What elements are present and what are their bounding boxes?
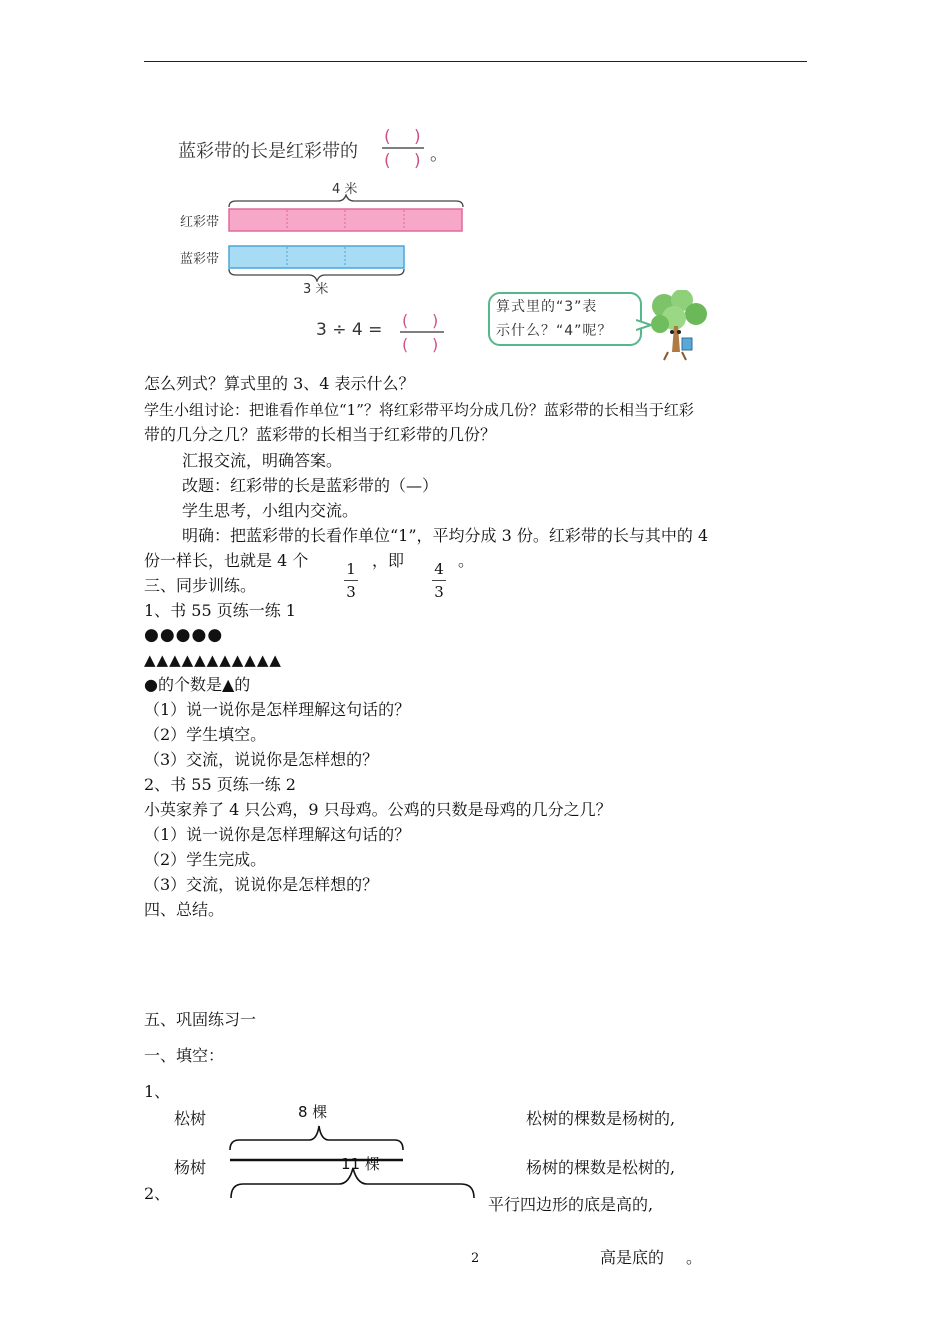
fraction-one-third-den: 3 xyxy=(346,583,356,601)
fraction-one-third xyxy=(344,560,358,601)
red-ribbon xyxy=(228,208,464,232)
red-ribbon-label: 红彩带 xyxy=(180,215,220,230)
exercise-1-title: 1、书 55 页练一练 1 xyxy=(144,601,296,620)
step-2b: （2）学生完成。 xyxy=(144,850,267,869)
figure-question-text: 蓝彩带的长是红彩带的 xyxy=(178,141,358,162)
svg-text:): ) xyxy=(432,311,439,330)
figure-question-end: 。 xyxy=(430,144,448,165)
pine-label: 松树 xyxy=(174,1109,207,1128)
svg-text:): ) xyxy=(414,151,421,171)
bubble-line-2: 示什么？“4”呢？ xyxy=(496,323,613,339)
line-clarify-ie: ，即 xyxy=(372,551,405,570)
blue-ribbon-label: 蓝彩带 xyxy=(180,252,220,267)
poplar-brace xyxy=(229,1166,477,1200)
pine-brace xyxy=(229,1124,405,1152)
step-3a: （3）交流，说说你是怎样想的？ xyxy=(144,750,379,769)
exercise-2-title: 2、书 55 页练一练 2 xyxy=(144,775,296,794)
height-statement: 高是底的 xyxy=(600,1248,665,1267)
top-measure-label: 4 米 xyxy=(332,182,358,197)
question-2-number: 2、 xyxy=(144,1184,171,1203)
heading-sync-training: 三、同步训练。 xyxy=(144,576,257,595)
line-discussion-1: 学生小组讨论：把谁看作单位“1”？将红彩带平均分成几份？蓝彩带的长相当于红彩 xyxy=(144,401,694,419)
top-brace xyxy=(228,194,464,208)
svg-text:(: ( xyxy=(384,127,391,147)
question-1-number: 1、 xyxy=(144,1082,171,1101)
heading-practice: 五、巩固练习一 xyxy=(144,1010,257,1029)
fraction-one-third-num: 1 xyxy=(346,560,356,578)
line-students-think: 学生思考，小组内交流。 xyxy=(182,501,359,520)
line-clarify-end: 。 xyxy=(458,551,475,570)
heading-fill-blank: 一、填空： xyxy=(144,1046,225,1065)
tree-mascot-icon xyxy=(646,290,708,362)
heading-summary: 四、总结。 xyxy=(144,900,225,919)
figure-question xyxy=(178,137,358,163)
poplar-count: 11 棵 xyxy=(341,1155,380,1173)
line-modified-question: 改题：红彩带的长是蓝彩带的（—） xyxy=(182,476,439,495)
parallelogram-statement: 平行四边形的底是高的, xyxy=(488,1195,654,1214)
blue-ribbon xyxy=(228,245,406,269)
bottom-measure-label: 3 米 xyxy=(303,282,329,297)
speech-bubble xyxy=(488,292,642,346)
poplar-label: 杨树 xyxy=(174,1158,207,1177)
triangles-row: ▲▲▲▲▲▲▲▲▲▲▲ xyxy=(144,651,282,669)
bubble-line-1: 算式里的“3”表 xyxy=(496,299,598,315)
step-1b: （1）说一说你是怎样理解这句话的？ xyxy=(144,825,411,844)
fraction-four-thirds xyxy=(432,560,446,601)
circles-row: ●●●●● xyxy=(144,625,224,645)
line-report: 汇报交流，明确答案。 xyxy=(182,451,343,470)
fraction-four-thirds-num: 4 xyxy=(434,560,444,578)
line-clarify-1: 明确：把蓝彩带的长看作单位“1”，平均分成 3 份。红彩带的长与其中的 4 xyxy=(182,526,709,545)
svg-text:): ) xyxy=(414,127,421,147)
svg-text:): ) xyxy=(432,335,439,354)
line-how-to-write: 怎么列式？算式里的 3、4 表示什么？ xyxy=(144,374,415,393)
step-3b: （3）交流，说说你是怎样想的？ xyxy=(144,875,379,894)
line-discussion-2: 带的几分之几？蓝彩带的长相当于红彩带的几份？ xyxy=(144,425,497,444)
step-1a: （1）说一说你是怎样理解这句话的？ xyxy=(144,700,411,719)
division-equation: 3 ÷ 4 = xyxy=(316,320,383,340)
height-statement-end: 。 xyxy=(686,1248,703,1267)
svg-text:(: ( xyxy=(402,335,409,354)
pine-statement: 松树的棵数是杨树的, xyxy=(526,1109,676,1128)
poplar-statement: 杨树的棵数是松树的, xyxy=(526,1158,676,1177)
pine-count: 8 棵 xyxy=(298,1103,328,1121)
blank-fraction-2 xyxy=(400,307,452,355)
header-rule xyxy=(144,61,807,62)
step-2a: （2）学生填空。 xyxy=(144,725,267,744)
circles-vs-triangles: ●的个数是▲的 xyxy=(144,675,251,694)
page-number: 2 xyxy=(471,1251,480,1266)
fraction-four-thirds-den: 3 xyxy=(434,583,444,601)
svg-text:(: ( xyxy=(402,311,409,330)
line-clarify-2: 份一样长，也就是 4 个 xyxy=(144,551,309,570)
svg-text:(: ( xyxy=(384,151,391,171)
chicken-problem: 小英家养了 4 只公鸡，9 只母鸡。公鸡的只数是母鸡的几分之几？ xyxy=(144,800,612,819)
